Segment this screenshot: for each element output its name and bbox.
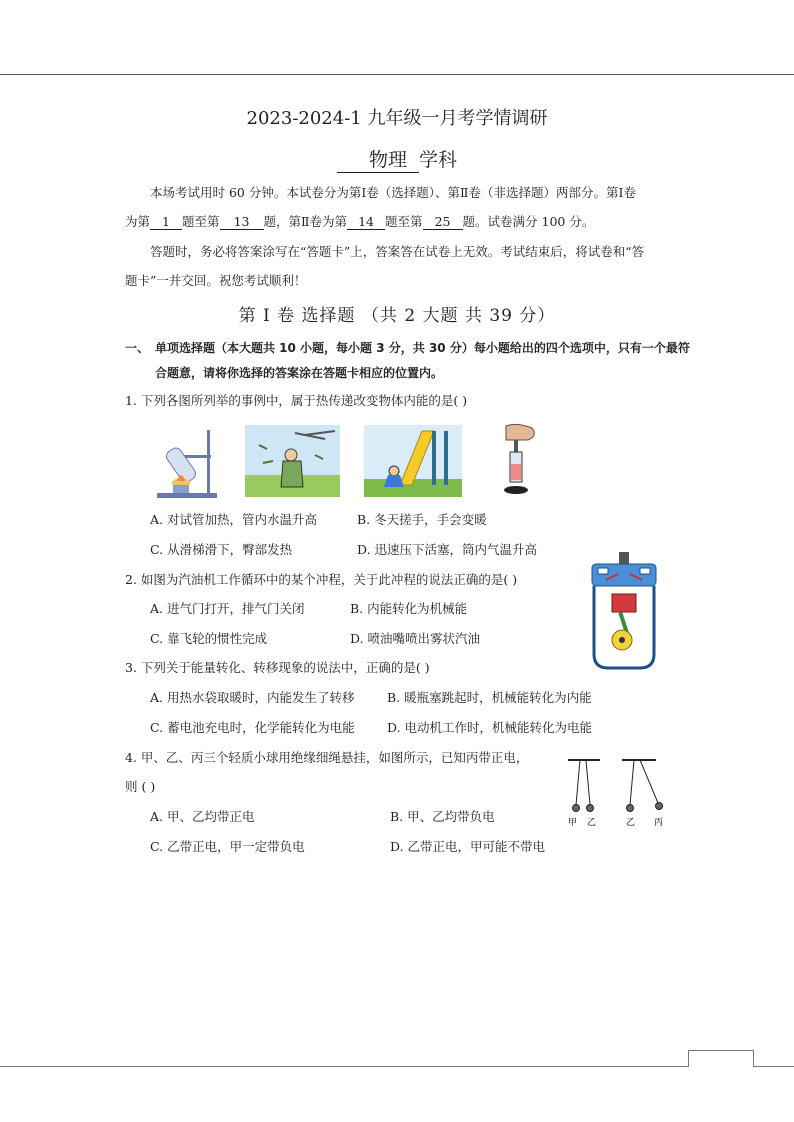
q3-option-c: C. 蓄电池充电时，化学能转化为电能 — [150, 720, 355, 735]
q2-stem: 2. 如图为汽油机工作循环中的某个冲程，关于此冲程的说法正确的是( ) — [125, 572, 518, 587]
footer-rule — [0, 1066, 794, 1067]
q1-image-pump — [492, 422, 544, 498]
part-instruction-1: 单项选择题（本大题共 10 小题，每小题 3 分，共 30 分）每小题给出的四个选项中，只有一个最符 — [155, 341, 690, 355]
intro-text: 题。试卷满分 100 分。 — [462, 214, 595, 229]
intro-line-4: 题卡”一并交回。祝您考试顺利！ — [125, 273, 307, 288]
part-label: 一、 — [125, 341, 150, 355]
intro-text: 题至第 — [182, 214, 220, 229]
q4-option-b: B. 甲、乙均带负电 — [390, 809, 495, 824]
label-yi: 乙 — [587, 818, 597, 828]
q1-option-b: B. 冬天搓手，手会变暖 — [357, 512, 487, 527]
q1-option-d: D. 迅速压下活塞，筒内气温升高 — [357, 542, 538, 557]
subject-suffix: 学科 — [419, 149, 458, 171]
q3-option-a: A. 用热水袋取暖时，内能发生了转移 — [150, 690, 355, 705]
label-yi-2: 乙 — [626, 818, 636, 828]
q4-option-c: C. 乙带正电，甲一定带负电 — [150, 839, 305, 854]
q2-option-d: D. 喷油嘴喷出雾状汽油 — [350, 631, 481, 646]
page-tab — [688, 1050, 754, 1067]
label-jia: 甲 — [568, 818, 578, 828]
q4-image-charged-balls — [562, 755, 672, 830]
q1-option-c: C. 从滑梯滑下，臀部发热 — [150, 542, 293, 557]
q1-image-rubbing-hands — [245, 425, 340, 497]
intro-text: 题至第 — [385, 214, 423, 229]
label-bing: 丙 — [654, 818, 664, 828]
subject-name: 物理 — [337, 145, 419, 173]
q4-stem: 4. 甲、乙、丙三个轻质小球用绝缘细绳悬挂，如图所示，已知丙带正电， — [125, 750, 529, 765]
subject-line — [0, 145, 794, 173]
q4-option-a: A. 甲、乙均带正电 — [150, 809, 255, 824]
intro-line-3: 答题时，务必将答案涂写在“答题卡”上，答案答在试卷上无效。考试结束后，将试卷和“答 — [150, 244, 645, 259]
blank-second-end: 25 — [423, 214, 463, 230]
intro-line-2 — [125, 212, 594, 230]
q4-option-d: D. 乙带正电，甲可能不带电 — [390, 839, 546, 854]
blank-first-start: 1 — [150, 214, 182, 230]
part-instruction-2: 合题意，请将你选择的答案涂在答题卡相应的位置内。 — [155, 366, 444, 380]
section-heading: 第 Ⅰ 卷 选择题 （共 2 大题 共 39 分） — [238, 306, 556, 326]
intro-line-1: 本场考试用时 60 分钟。本试卷分为第Ⅰ卷（选择题）、第Ⅱ卷（非选择题）两部分。第Ⅰ卷 — [150, 185, 636, 200]
blank-first-end: 13 — [220, 214, 264, 230]
q3-option-b: B. 暖瓶塞跳起时，机械能转化为内能 — [387, 690, 592, 705]
intro-text: 为第 — [125, 214, 151, 229]
header-rule — [0, 74, 794, 75]
q1-image-slide — [364, 425, 462, 497]
q1-image-heating-tube — [155, 425, 225, 500]
q3-stem: 3. 下列关于能量转化、转移现象的说法中，正确的是( ) — [125, 660, 430, 675]
exam-title: 2023-2024-1 九年级一月考学情调研 — [246, 108, 548, 129]
q2-image-engine — [588, 550, 660, 670]
q2-option-a: A. 进气门打开，排气门关闭 — [150, 601, 305, 616]
q2-option-c: C. 靠飞轮的惯性完成 — [150, 631, 268, 646]
intro-text: 题，第Ⅱ卷为第 — [263, 214, 348, 229]
q1-stem: 1. 下列各图所列举的事例中，属于热传递改变物体内能的是( ) — [125, 393, 468, 408]
q1-option-a: A. 对试管加热，管内水温升高 — [150, 512, 317, 527]
q3-option-d: D. 电动机工作时，机械能转化为电能 — [387, 720, 593, 735]
blank-second-start: 14 — [347, 214, 385, 230]
q4-stem-2: 则 ( ) — [125, 779, 156, 794]
q2-option-b: B. 内能转化为机械能 — [350, 601, 468, 616]
